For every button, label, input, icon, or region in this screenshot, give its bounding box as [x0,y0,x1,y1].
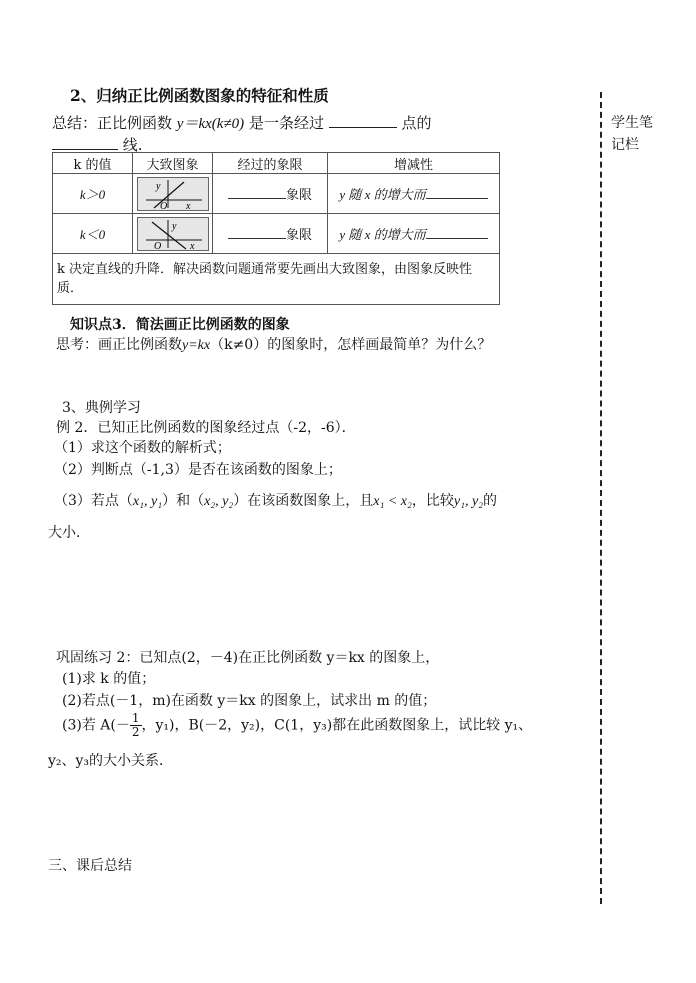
trend-prefix: y 随 x 的增大而 [339,187,426,202]
section-heading: 三、课后总结 [48,858,132,874]
header-cell: 增减性 [328,153,500,174]
section-heading: 2、归纳正比例函数图象的特征和性质 [70,86,329,105]
fraction-numerator: 1 [131,711,140,725]
header-cell: 大致图象 [133,153,213,174]
blank-field[interactable] [228,186,286,199]
point-1: x₁, y₁ [132,494,163,509]
increasing-line-graph-icon [137,177,209,211]
graph-cell [133,174,213,214]
graph-y-label: y [155,180,160,192]
header-cell: 经过的象限 [213,153,328,174]
question-3 [54,490,497,510]
question-3-line-2: 大小． [48,525,90,541]
table-row [53,174,500,214]
fraction-denominator: 2 [131,725,140,739]
summary-prefix: 总结：正比例函数 [52,114,173,132]
quadrant-cell [213,174,328,214]
k-value-cell: k＞0 [53,174,133,214]
think-suffix: 的图象时，怎样画最简单？为什么？ [267,337,492,353]
section-heading: 3、典例学习 [62,400,141,416]
blank-field[interactable] [426,186,488,199]
q3-part: ）和（ [162,493,205,509]
blank-field[interactable] [329,113,397,128]
think-prefix: 思考：画正比例函数 [56,337,182,353]
blank-field[interactable] [52,135,118,150]
summary-line [52,112,432,133]
dashed-divider [600,92,602,904]
trend-cell [328,214,500,254]
think-cond: （k≠0） [210,337,268,353]
summary-line2-end: 线. [122,136,143,154]
practice-q2: (2)若点(－1，m)在函数 y＝kx 的图象上，试求出 m 的值； [62,693,437,709]
blank-field[interactable] [426,226,488,239]
quadrant-suffix: 象限 [285,228,312,243]
graph-cell [133,214,213,254]
practice-q1: (1)求 k 的值； [62,671,156,687]
decreasing-line-graph-icon [137,217,209,251]
summary-after-blank: 点的 [401,114,432,132]
graph-y-label: y [171,220,176,232]
table-note: k 决定直线的升降．解决函数问题通常要先画出大致图象，由图象反映性质． [53,254,500,305]
trend-cell [328,174,500,214]
quadrant-suffix: 象限 [285,188,312,203]
blank-field[interactable] [228,226,286,239]
practice-q3-line-2: y₂、y₃的大小关系． [48,753,174,769]
practice-q3 [62,712,532,739]
question-1: （1）求这个函数的解析式； [54,440,231,456]
question-2: （2）判断点（-1,3）是否在该函数的图象上； [54,462,342,478]
table-note-row [53,254,500,305]
graph-x-label: x [185,200,190,210]
summary-mid: 是一条经过 [248,114,324,132]
graph-x-label: x [189,240,194,250]
graph-origin-label: O [153,240,161,250]
header-cell: k 的值 [53,153,133,174]
trend-prefix: y 随 x 的增大而 [339,227,426,242]
think-formula: y=kx [182,338,211,353]
student-notes-label: 学生笔记栏 [611,115,653,153]
graph-origin-label: O [159,200,167,210]
condition: x₁ < x₂ [373,494,412,509]
k-value-cell: k＜0 [53,214,133,254]
properties-table [52,152,500,305]
point-2: x₂, y₂ [204,494,234,509]
compare-values: y₁, y₂ [453,494,484,509]
example-text: 例 2．已知正比例函数的图象经过点（-2，-6）． [56,420,356,436]
practice-q3-part: (3)若 A(－ [62,717,130,734]
q3-part: （3）若点（ [54,493,133,509]
q3-part: ，比较 [411,493,454,509]
q3-part: ）在该函数图象上，且 [233,493,374,509]
quadrant-cell [213,214,328,254]
summary-formula: y＝kx(k≠0) [176,116,245,132]
table-header-row [53,153,500,174]
knowledge-title: 知识点3．简法画正比例函数的图象 [70,317,290,333]
think-line [56,334,491,354]
fraction [130,712,142,739]
practice-title: 巩固练习 2：已知点(2，－4)在正比例函数 y＝kx 的图象上， [56,650,440,666]
practice-q3-part: ，y₁)，B(－2，y₂)，C(1，y₃)都在此函数图象上，试比较 y₁、 [141,717,533,734]
q3-part: 的 [483,493,498,509]
table-row [53,214,500,254]
